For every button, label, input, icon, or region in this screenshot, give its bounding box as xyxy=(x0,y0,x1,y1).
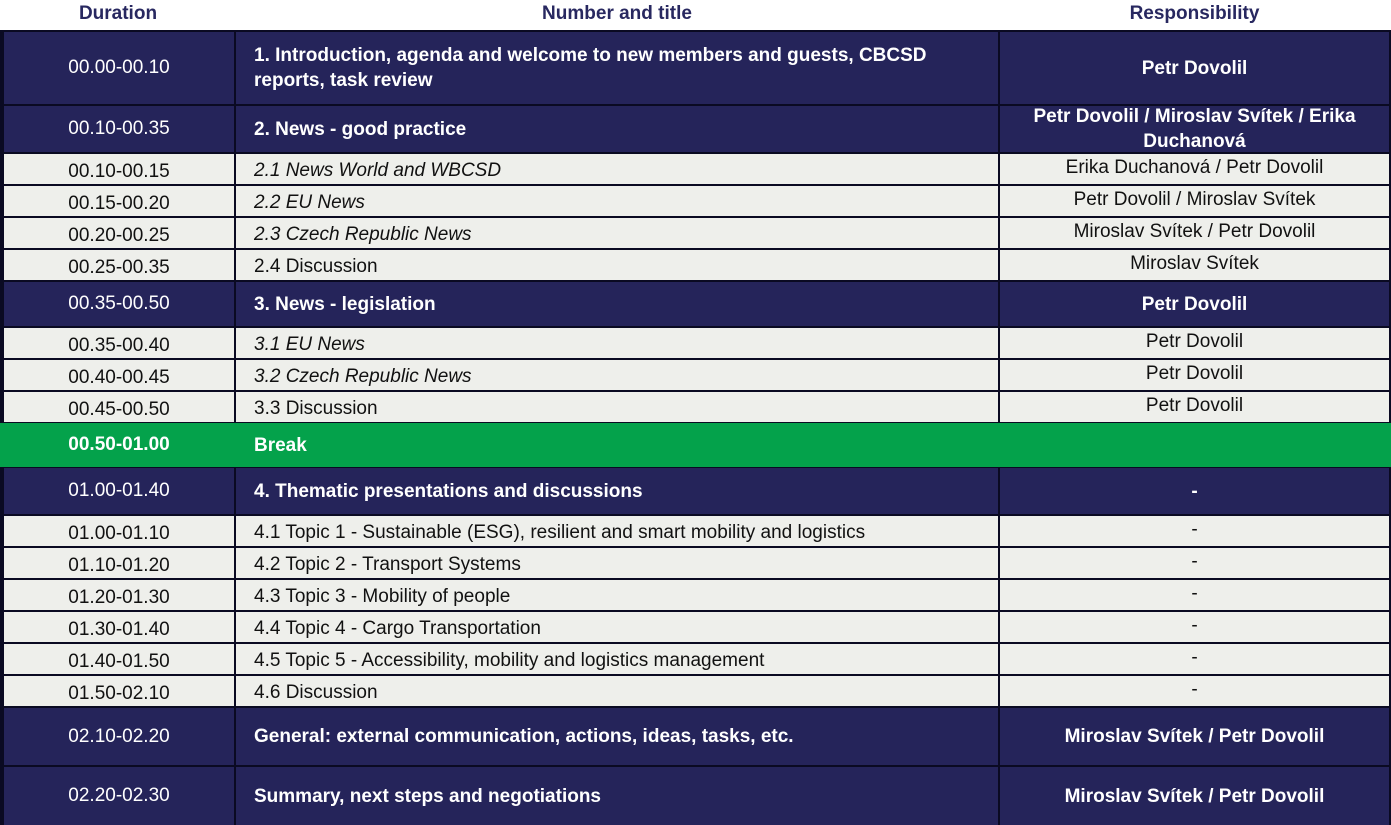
title-cell: 3.3 Discussion xyxy=(236,392,998,422)
title-cell: 2.2 EU News xyxy=(236,186,998,216)
header-duration: Duration xyxy=(78,3,158,24)
agenda-table xyxy=(0,30,1391,825)
header-responsibility: Responsibility xyxy=(1129,3,1260,24)
agenda-item-row xyxy=(2,642,1391,674)
agenda-item-row xyxy=(2,610,1391,642)
responsibility-cell: - xyxy=(1000,516,1389,546)
title-cell: 4.1 Topic 1 - Sustainable (ESG), resilient and smart mobility and logistics xyxy=(236,516,998,546)
agenda-item-row xyxy=(2,184,1391,216)
responsibility-cell: Petr Dovolil xyxy=(1000,328,1389,358)
responsibility-cell: - xyxy=(1000,468,1389,514)
title-cell: 2.4 Discussion xyxy=(236,250,998,280)
responsibility-cell: Miroslav Svítek / Petr Dovolil xyxy=(1000,218,1389,248)
agenda-item-row xyxy=(2,358,1391,390)
agenda-section-row xyxy=(2,280,1391,326)
responsibility-cell: - xyxy=(1000,548,1389,578)
duration-cell: 00.40-00.45 xyxy=(4,360,234,390)
duration-cell: 01.50-02.10 xyxy=(4,676,234,706)
title-cell: 1. Introduction, agenda and welcome to new members and guests, CBCSD reports, task review xyxy=(236,32,998,104)
responsibility-cell: Petr Dovolil xyxy=(1000,392,1389,422)
responsibility-cell: Miroslav Svítek / Petr Dovolil xyxy=(1000,708,1389,765)
duration-cell: 00.00-00.10 xyxy=(4,32,234,104)
agenda-item-row xyxy=(2,514,1391,546)
agenda-item-row xyxy=(2,546,1391,578)
responsibility-cell: - xyxy=(1000,676,1389,706)
title-cell: 3.1 EU News xyxy=(236,328,998,358)
duration-cell: 01.40-01.50 xyxy=(4,644,234,674)
agenda-section-row xyxy=(2,706,1391,765)
table-header xyxy=(0,0,1391,30)
agenda-section-row xyxy=(2,30,1391,104)
title-cell: General: external communication, actions, ideas, tasks, etc. xyxy=(236,708,998,765)
header-number-and-title: Number and title xyxy=(542,3,692,24)
duration-cell: 00.10-00.35 xyxy=(4,106,234,152)
title-cell: 4.6 Discussion xyxy=(236,676,998,706)
title-cell: 2. News - good practice xyxy=(236,106,998,152)
title-cell: 4.4 Topic 4 - Cargo Transportation xyxy=(236,612,998,642)
responsibility-cell: Petr Dovolil / Miroslav Svítek xyxy=(1000,186,1389,216)
responsibility-cell: - xyxy=(1000,644,1389,674)
title-cell: 4.5 Topic 5 - Accessibility, mobility and logistics management xyxy=(236,644,998,674)
title-cell: Summary, next steps and negotiations xyxy=(236,767,998,825)
duration-cell: 01.00-01.10 xyxy=(4,516,234,546)
title-cell: 3.2 Czech Republic News xyxy=(236,360,998,390)
agenda-item-row xyxy=(2,578,1391,610)
responsibility-cell: Petr Dovolil / Miroslav Svítek / Erika Duchanová xyxy=(1000,106,1389,152)
duration-cell: 00.10-00.15 xyxy=(4,154,234,184)
duration-cell: 02.20-02.30 xyxy=(4,767,234,825)
agenda-item-row xyxy=(2,674,1391,706)
title-cell: Break xyxy=(254,434,307,456)
duration-cell: 01.20-01.30 xyxy=(4,580,234,610)
responsibility-cell: Petr Dovolil xyxy=(1000,282,1389,326)
agenda-item-row xyxy=(2,152,1391,184)
agenda-item-row xyxy=(2,248,1391,280)
agenda-section-row xyxy=(2,104,1391,152)
responsibility-cell: Miroslav Svítek xyxy=(1000,250,1389,280)
duration-cell: 00.50-01.00 xyxy=(68,434,170,455)
agenda-section-row xyxy=(2,765,1391,825)
responsibility-cell: Erika Duchanová / Petr Dovolil xyxy=(1000,154,1389,184)
title-cell: 2.3 Czech Republic News xyxy=(236,218,998,248)
duration-cell: 00.25-00.35 xyxy=(4,250,234,280)
responsibility-cell: - xyxy=(1000,612,1389,642)
title-cell: 4.2 Topic 2 - Transport Systems xyxy=(236,548,998,578)
duration-cell: 00.20-00.25 xyxy=(4,218,234,248)
duration-cell: 01.30-01.40 xyxy=(4,612,234,642)
duration-cell: 01.00-01.40 xyxy=(4,468,234,514)
agenda-item-row xyxy=(2,390,1391,422)
title-cell: 2.1 News World and WBCSD xyxy=(236,154,998,184)
duration-cell: 00.35-00.40 xyxy=(4,328,234,358)
duration-cell: 02.10-02.20 xyxy=(4,708,234,765)
responsibility-cell: Petr Dovolil xyxy=(1000,360,1389,390)
break-row xyxy=(0,423,1391,467)
responsibility-cell: Petr Dovolil xyxy=(1000,32,1389,104)
title-cell: 3. News - legislation xyxy=(236,282,998,326)
responsibility-cell: - xyxy=(1000,580,1389,610)
title-cell: 4. Thematic presentations and discussions xyxy=(236,468,998,514)
agenda-item-row xyxy=(2,216,1391,248)
title-cell: 4.3 Topic 3 - Mobility of people xyxy=(236,580,998,610)
agenda-section-row xyxy=(2,466,1391,514)
duration-cell: 00.35-00.50 xyxy=(4,282,234,326)
responsibility-cell: Miroslav Svítek / Petr Dovolil xyxy=(1000,767,1389,825)
duration-cell: 00.45-00.50 xyxy=(4,392,234,422)
duration-cell: 01.10-01.20 xyxy=(4,548,234,578)
agenda-item-row xyxy=(2,326,1391,358)
duration-cell: 00.15-00.20 xyxy=(4,186,234,216)
